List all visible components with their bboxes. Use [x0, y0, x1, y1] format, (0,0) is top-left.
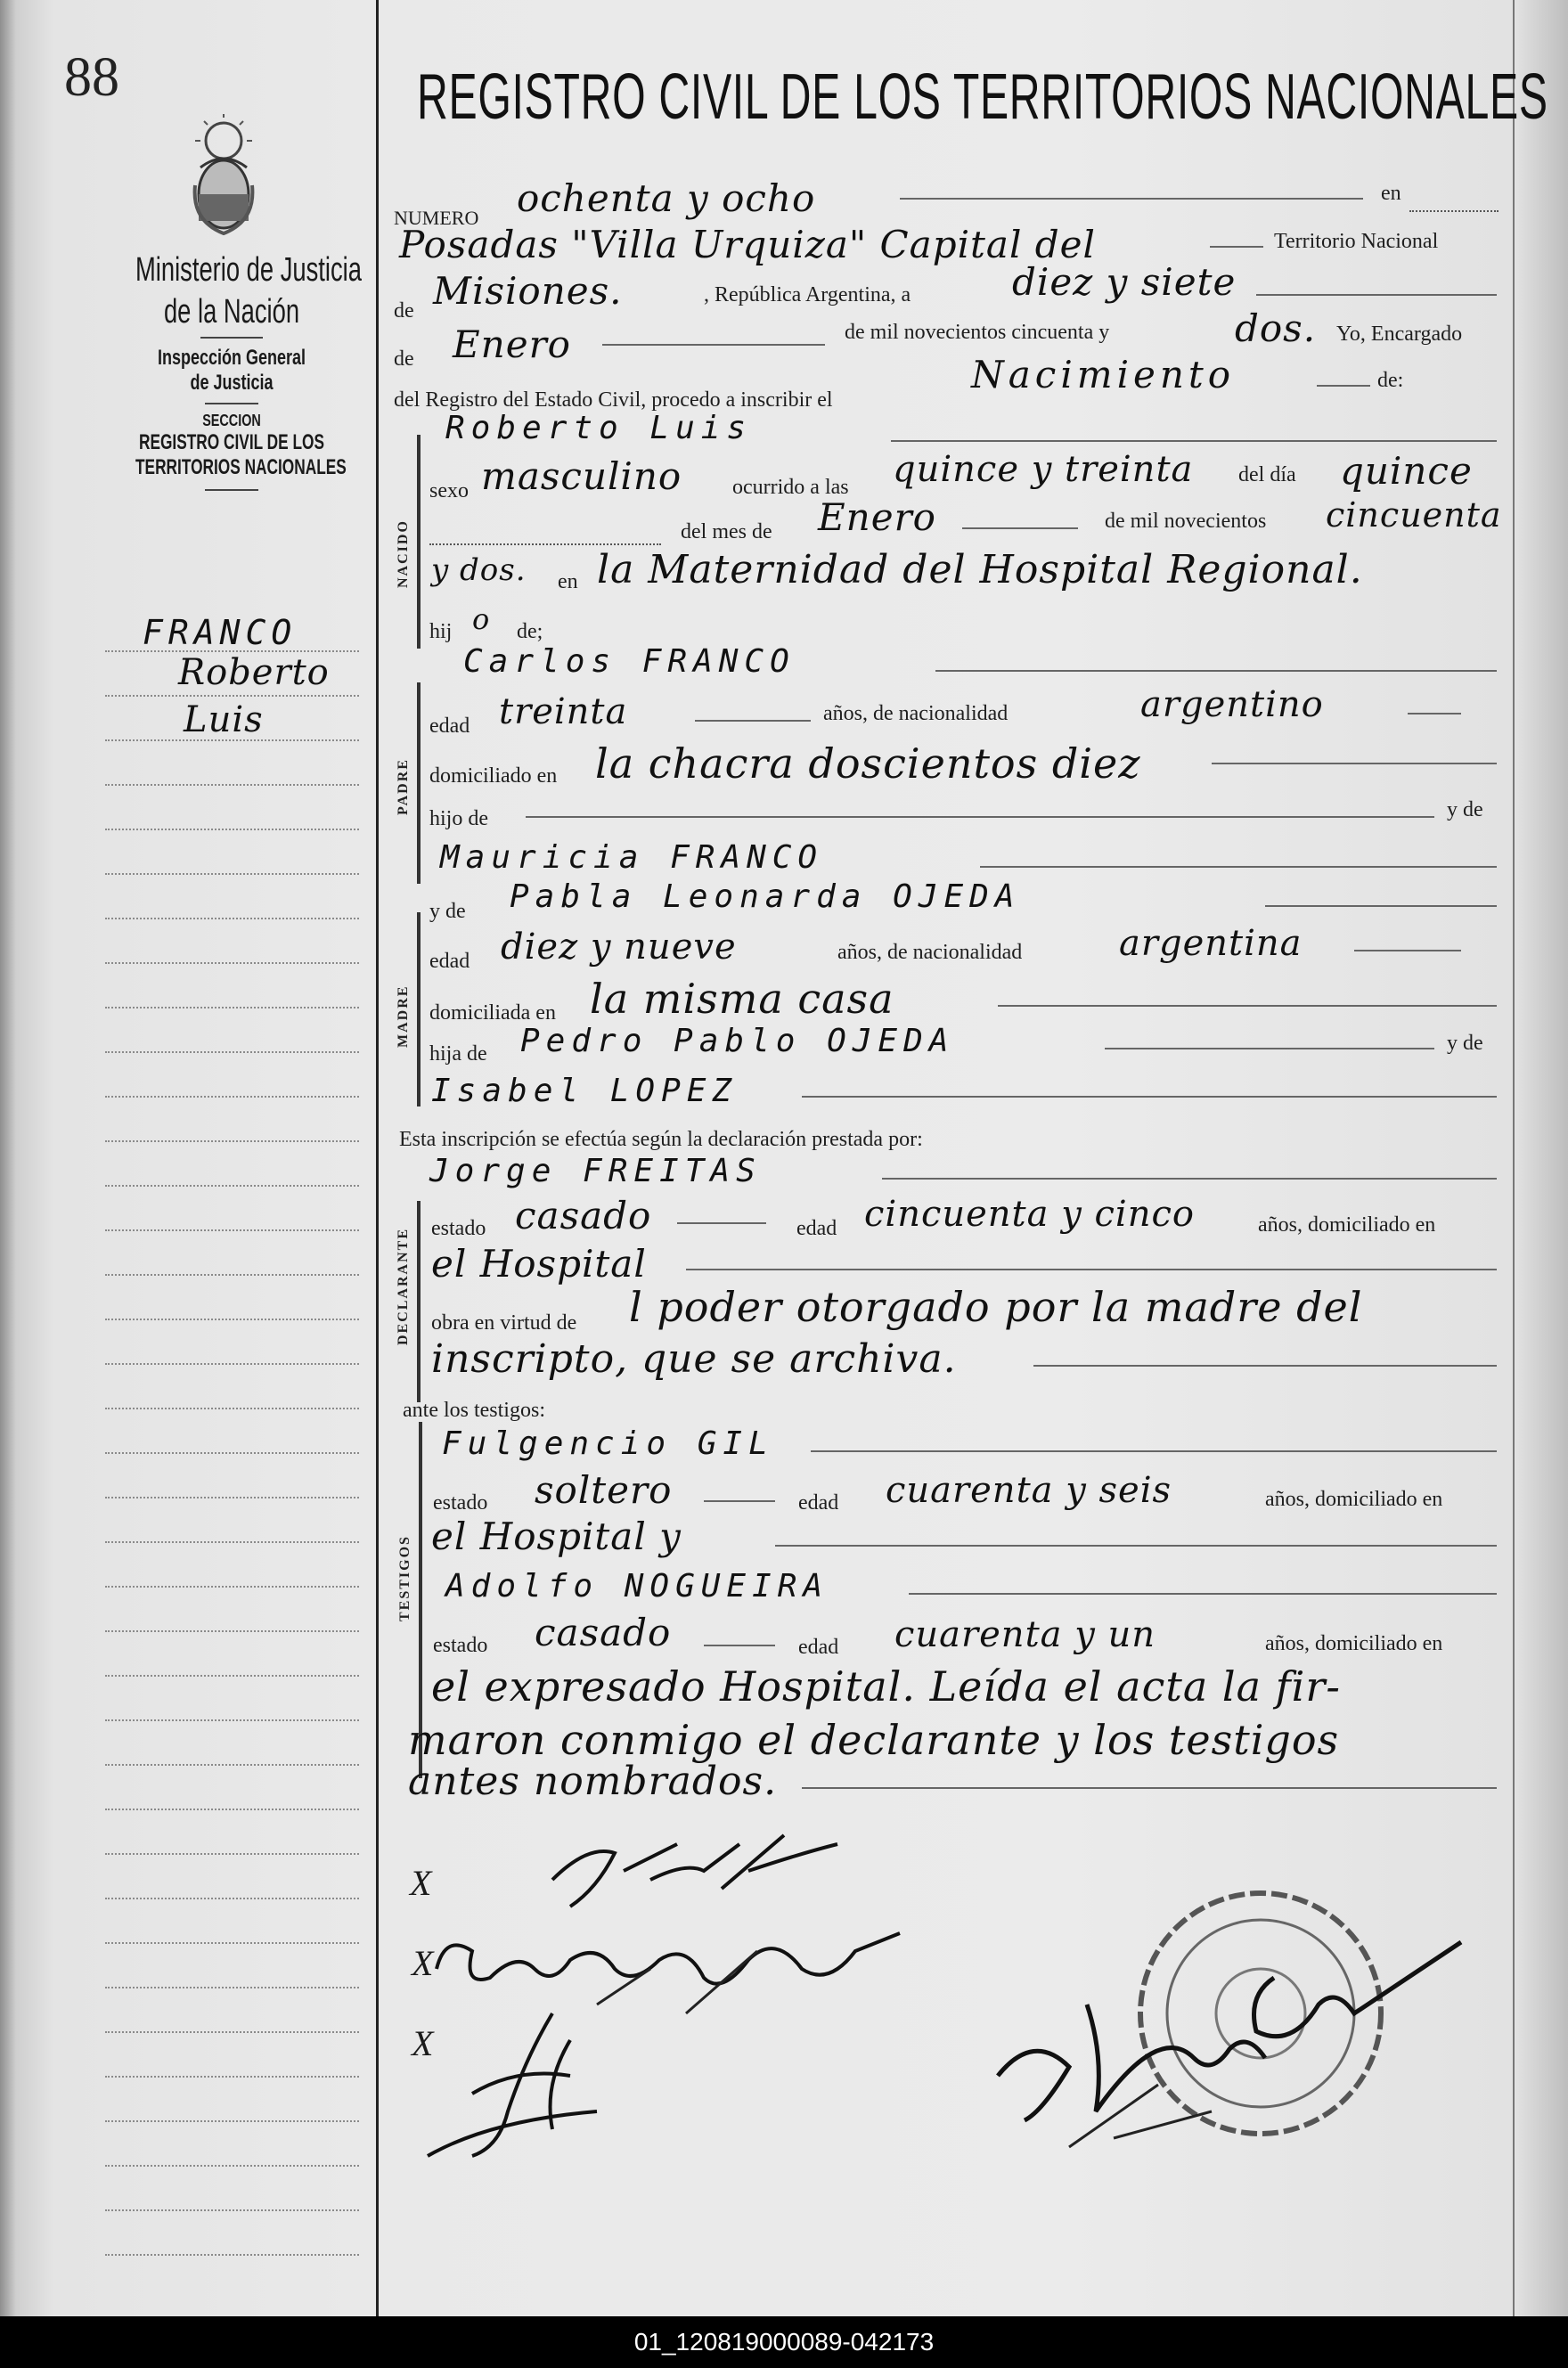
label-estado-declarante: estado — [431, 1217, 486, 1240]
label-de-mil: de mil novecientos cincuenta y — [845, 321, 1110, 344]
label-de-semicolon: de; — [517, 620, 543, 643]
nacido-mes: Enero — [818, 495, 936, 539]
value-anio: dos. — [1235, 306, 1317, 350]
label-anos-nac-padre: años, de nacionalidad — [823, 702, 1009, 725]
coat-of-arms-icon — [192, 114, 256, 239]
nacido-hora: quince y treinta — [893, 449, 1194, 490]
padre-edad: treinta — [499, 691, 628, 732]
label-sexo: sexo — [429, 479, 469, 502]
cierre-linea2: maron conmigo el declarante y los testigos — [408, 1716, 1340, 1764]
madre-madre: Isabel LOPEZ — [431, 1073, 739, 1109]
page-title: REGISTRO CIVIL DE LOS TERRITORIOS NACIONALES — [417, 61, 1548, 133]
testigo2-nombre: Adolfo NOGUEIRA — [445, 1568, 829, 1605]
label-del-registro: del Registro del Estado Civil, procedo a inscribir el — [394, 388, 833, 412]
label-ocurrido: ocurrido a las — [732, 476, 849, 499]
cierre-linea3: antes nombrados. — [408, 1759, 778, 1804]
label-estado-t1: estado — [433, 1491, 488, 1515]
nacido-anio-b: y dos. — [431, 552, 527, 588]
cierre-linea1: el expresado Hospital. Leída el acta la fir- — [431, 1662, 1341, 1711]
padre-nombre: Carlos FRANCO — [463, 643, 796, 680]
testigo2-estado: casado — [535, 1611, 672, 1654]
ministry-line1: Ministerio de Justicia — [135, 251, 362, 289]
label-anos-nac-madre: años, de nacionalidad — [837, 941, 1023, 964]
value-fecha-dia: diez y siete — [1012, 260, 1237, 304]
nacido-lugar: la Maternidad del Hospital Regional. — [597, 547, 1363, 592]
label-anos-dom-declarante: años, domiciliado en — [1258, 1213, 1436, 1237]
margin-second-name: Luis — [184, 699, 264, 740]
label-yo-encargado: Yo, Encargado — [1336, 323, 1463, 346]
label-de-mil-nov: de mil novecientos — [1105, 510, 1267, 533]
ministry-line2: de la Nación — [163, 293, 300, 331]
madre-domicilio: la misma casa — [590, 975, 894, 1023]
label-domiciliado-padre: domiciliado en — [429, 764, 558, 788]
label-hij: hij — [429, 620, 453, 643]
nacido-dia: quince — [1340, 449, 1473, 493]
section-padre: PADRE — [396, 758, 411, 815]
madre-nacionalidad: argentina — [1119, 923, 1303, 964]
label-en-nacido: en — [558, 570, 578, 593]
page-number: 88 — [64, 47, 119, 108]
label-del-mes: del mes de — [681, 520, 772, 543]
label-del-dia: del día — [1238, 463, 1296, 486]
value-lugar: Posadas "Villa Urquiza" Capital del — [399, 223, 1096, 266]
declarante-obra-b: inscripto, que se archiva. — [431, 1336, 957, 1382]
label-en: en — [1381, 182, 1401, 205]
label-republica: , República Argentina, a — [704, 283, 911, 306]
margin-first-name: Roberto — [178, 652, 330, 693]
section-line1: SECCION — [202, 412, 261, 429]
section-declarante: DECLARANTE — [396, 1227, 411, 1345]
declarante-estado: casado — [515, 1194, 652, 1237]
label-de-colon: de: — [1377, 369, 1404, 392]
label-hijo-de: hijo de — [429, 807, 488, 830]
declarante-edad: cincuenta y cinco — [864, 1194, 1195, 1235]
section-line2: REGISTRO CIVIL DE LOS — [138, 430, 325, 454]
label-obra: obra en virtud de — [431, 1311, 577, 1335]
label-territorio: Territorio Nacional — [1274, 230, 1439, 253]
label-anos-dom-t2: años, domiciliado en — [1265, 1632, 1443, 1655]
signature-encargado-text — [1123, 1960, 1128, 1961]
value-fecha-mes: Enero — [453, 323, 571, 366]
signature-encargado — [980, 1915, 1479, 2183]
testigo1-estado: soltero — [535, 1468, 673, 1512]
label-ante: ante los testigos: — [403, 1399, 545, 1422]
label-y-de-madre: y de — [429, 900, 466, 923]
label-edad-t1: edad — [798, 1491, 839, 1515]
madre-nombre: Pabla Leonarda OJEDA — [510, 878, 1021, 915]
testigo2-edad: cuarenta y un — [894, 1614, 1156, 1655]
declarante-domicilio: el Hospital — [431, 1242, 647, 1286]
label-edad-declarante: edad — [796, 1217, 837, 1240]
label-edad-t2: edad — [798, 1636, 839, 1659]
testigo1-nombre: Fulgencio GIL — [442, 1425, 774, 1462]
section-nacido: NACIDO — [396, 519, 411, 588]
signature-testigo-1-text — [463, 1942, 469, 1943]
signature-x-3: X — [412, 2023, 434, 2063]
signature-x-2: X — [412, 1943, 434, 1983]
label-edad-madre: edad — [429, 950, 470, 973]
nacido-nombre: Roberto Luis — [445, 410, 753, 446]
label-numero: NUMERO — [394, 207, 479, 229]
margin-divider — [376, 0, 379, 2316]
label-domiciliada: domiciliada en — [429, 1001, 556, 1025]
testigo1-edad: cuarenta y seis — [886, 1470, 1172, 1511]
section-madre: MADRE — [396, 984, 411, 1048]
section-testigos: TESTIGOS — [397, 1535, 412, 1621]
testigo1-domicilio: el Hospital y — [431, 1515, 682, 1558]
declarante-nombre: Jorge FREITAS — [429, 1153, 762, 1189]
signature-testigo-2 — [419, 2005, 633, 2165]
section-line3: TERRITORIOS NACIONALES — [135, 455, 347, 479]
value-numero: ochenta y ocho — [517, 176, 816, 220]
madre-padre: Pedro Pablo OJEDA — [520, 1023, 955, 1059]
value-tipo: Nacimiento — [971, 353, 1236, 396]
label-de-2: de — [394, 347, 414, 371]
label-y-de-1: y de — [1447, 798, 1483, 821]
label-hija-de: hija de — [429, 1042, 487, 1066]
label-inscripcion: Esta inscripción se efectúa según la declaración prestada por: — [399, 1128, 923, 1151]
padre-nacionalidad: argentino — [1140, 684, 1324, 725]
madre-edad: diez y nueve — [501, 927, 737, 968]
label-estado-t2: estado — [433, 1634, 488, 1657]
declarante-obra-a: l poder otorgado por la madre del — [629, 1283, 1363, 1331]
padre-domicilio: la chacra doscientos diez — [595, 739, 1141, 788]
nacido-hij-suffix: o — [472, 602, 491, 636]
inspection-line2: de Justicia — [190, 371, 274, 395]
signature-x-1: X — [410, 1863, 432, 1903]
label-anos-dom-t1: años, domiciliado en — [1265, 1488, 1443, 1511]
nacido-sexo: masculino — [481, 454, 682, 498]
inspection-line1: Inspección General — [157, 346, 306, 370]
label-edad-padre: edad — [429, 714, 470, 738]
value-territorio: Misiones. — [433, 269, 623, 313]
label-y-de-2: y de — [1447, 1032, 1483, 1055]
signature-declarante — [517, 1817, 873, 1915]
nacido-anio-a: cincuenta — [1326, 495, 1502, 535]
image-id-footer: 01_120819000089-042173 — [0, 2316, 1568, 2368]
right-border — [1513, 0, 1515, 2316]
label-de-1: de — [394, 299, 414, 323]
margin-surname: FRANCO — [143, 613, 298, 652]
signature-declarante-text — [570, 1835, 573, 1836]
padre-madre: Mauricia FRANCO — [440, 839, 824, 876]
